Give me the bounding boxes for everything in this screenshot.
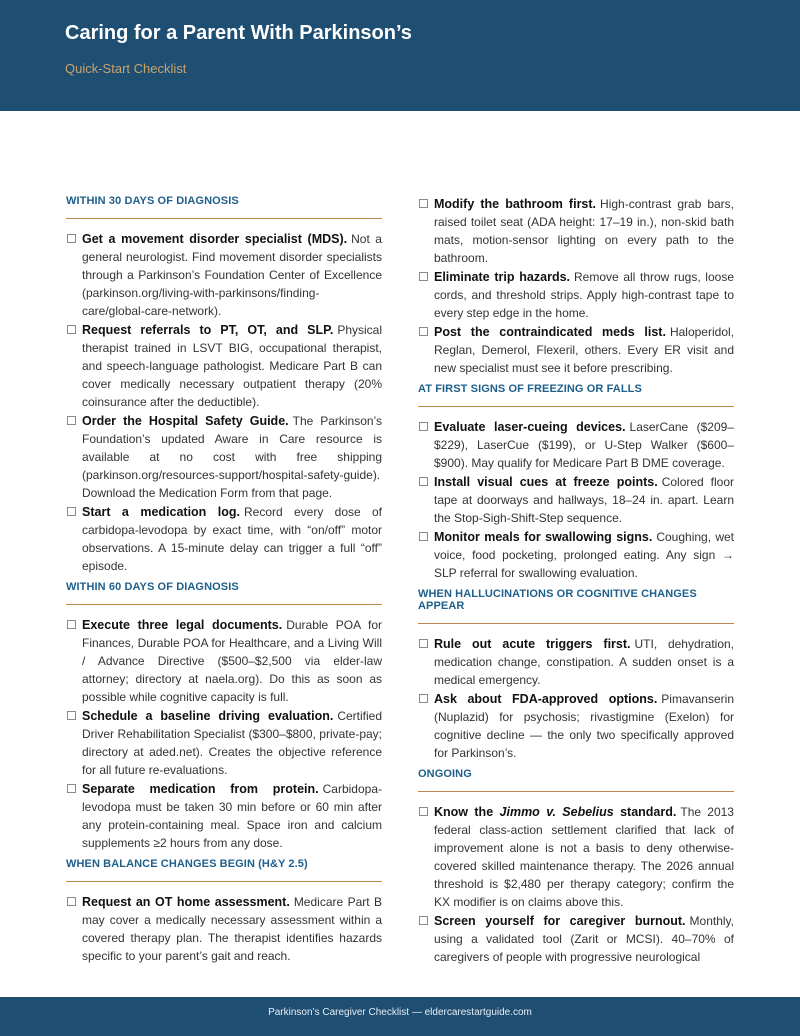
item-title-case-name: Jimmo v. Sebelius [499, 805, 614, 819]
footer-text: Parkinson’s Caregiver Checklist — eldercarestartguide.com [268, 1007, 532, 1018]
checklist-item[interactable] [418, 912, 734, 966]
item-title: Get a movement disorder specialist (MDS). [82, 232, 348, 246]
checklist-item[interactable] [66, 412, 382, 502]
header-banner [0, 0, 800, 111]
page-title: Caring for a Parent With Parkinson’s [65, 22, 412, 44]
item-body: UTI, dehydration, medication change, constipation. A sudden onset is a medical emergency. [434, 637, 734, 687]
checklist-item[interactable] [418, 803, 734, 911]
checklist-item[interactable] [418, 635, 734, 689]
checkbox-icon[interactable] [67, 711, 76, 720]
checkbox-icon[interactable] [419, 694, 428, 703]
item-title: Evaluate laser-cueing devices. [434, 420, 626, 434]
item-body: Not a general neurologist. Find movement disorder specialists through a Parkinson’s Foundation Center of Excellence (parkinson.org/living-with-parkinsons/finding-care/global-care-network). [82, 232, 382, 318]
item-body: Pimavanserin (Nuplazid) for psychosis; rivastigmine (Exelon) for cognitive decline — the only two specifically approved for Parkinson’s. [434, 692, 734, 760]
checkbox-icon[interactable] [67, 234, 76, 243]
checkbox-icon[interactable] [67, 897, 76, 906]
checkbox-icon[interactable] [419, 199, 428, 208]
right-column [418, 195, 734, 967]
item-body: Colored floor tape at doorways and hallways, 18–24 in. apart. Learn the Stop-Sigh-Shift-Step sequence. [434, 475, 734, 525]
item-title: Request referrals to PT, OT, and SLP. [82, 323, 334, 337]
checklist-item[interactable] [66, 780, 382, 852]
item-title-post: standard. [620, 805, 677, 819]
item-body: Record every dose of carbidopa-levodopa by exact time, with “on/off” motor observations. A 15-minute delay can trigger a full “off” episode. [82, 505, 382, 573]
checkbox-icon[interactable] [419, 639, 428, 648]
checkbox-icon[interactable] [67, 416, 76, 425]
item-title-pre: Know the [434, 805, 494, 819]
item-title: Schedule a baseline driving evaluation. [82, 709, 334, 723]
item-title: Start a medication log. [82, 505, 240, 519]
section-heading-30-days: WITHIN 30 DAYS OF DIAGNOSIS [66, 195, 382, 219]
item-title: Post the contraindicated meds list. [434, 325, 666, 339]
checklist-item[interactable] [418, 473, 734, 527]
checkbox-icon[interactable] [67, 507, 76, 516]
checklist-item[interactable] [66, 503, 382, 575]
checklist-item[interactable] [66, 616, 382, 706]
left-column [66, 195, 382, 966]
item-title: Screen yourself for caregiver burnout. [434, 914, 686, 928]
section-heading-ongoing: ONGOING [418, 768, 734, 792]
checkbox-icon[interactable] [419, 327, 428, 336]
item-title: Ask about FDA-approved options. [434, 692, 658, 706]
item-body: Carbidopa-levodopa must be taken 30 min before or 60 min after any protein-containing meal. Space iron and calcium supplements ≥2 hours from any dose. [82, 782, 382, 850]
section-heading-60-days: WITHIN 60 DAYS OF DIAGNOSIS [66, 581, 382, 605]
section-heading-hallucinations: WHEN HALLUCINATIONS OR COGNITIVE CHANGES APPEAR [418, 588, 734, 624]
item-body: Remove all throw rugs, loose cords, and threshold strips. Apply high-contrast tape to every step edge in the home. [434, 270, 734, 320]
item-body: Haloperidol, Reglan, Demerol, Flexeril, others. Every ER visit and new specialist must see it before prescribing. [434, 325, 734, 375]
item-body: Durable POA for Finances, Durable POA for Healthcare, and a Living Will / Advance Directive ($500–$2,500 via elder-law attorney; directory at naela.org). Do this as soon as possible while cognitive capacity is full. [82, 618, 383, 704]
checklist-item[interactable] [418, 690, 734, 762]
item-body: Coughing, wet voice, food pocketing, prolonged eating. Any sign → SLP referral for swallowing evaluation. [434, 530, 734, 580]
checklist-item[interactable] [418, 195, 734, 267]
section-heading-balance: WHEN BALANCE CHANGES BEGIN (H&Y 2.5) [66, 858, 382, 882]
checklist-item[interactable] [66, 230, 382, 320]
checklist-item[interactable] [66, 321, 382, 411]
checkbox-icon[interactable] [67, 784, 76, 793]
checkbox-icon[interactable] [419, 916, 428, 925]
item-title: Install visual cues at freeze points. [434, 475, 658, 489]
checkbox-icon[interactable] [67, 325, 76, 334]
checkbox-icon[interactable] [419, 807, 428, 816]
checklist-item[interactable] [66, 707, 382, 779]
item-body: Monthly, using a validated tool (Zarit or MCSI). 40–70% of caregivers of people with progressive neurological [434, 914, 734, 964]
footer-banner [0, 997, 800, 1036]
item-title: Execute three legal documents. [82, 618, 283, 632]
item-body: Certified Driver Rehabilitation Specialist ($300–$800, private-pay; directory at aded.net). Creates the objective reference for all future re-evaluations. [82, 709, 382, 777]
item-body: Physical therapist trained in LSVT BIG, occupational therapist, and speech-language pathologist. Medicare Part B can cover medically necessary outpatient therapy (20% coinsurance after the deductible). [82, 323, 382, 409]
item-title: Order the Hospital Safety Guide. [82, 414, 289, 428]
item-title: Modify the bathroom first. [434, 197, 597, 211]
checklist-item[interactable] [418, 268, 734, 322]
item-body: The 2013 federal class-action settlement clarified that lack of improvement alone is not a basis to deny otherwise-covered skilled maintenance therapy. The 2026 annual threshold is $2,480 per therapy category; confirm the KX modifier is on claims above this. [434, 805, 734, 909]
item-body: The Parkinson’s Foundation’s updated Aware in Care resource is available at no cost with free shipping (parkinson.org/resources-support/hospital-safety-guide). Download the Medication Form from that page. [82, 414, 383, 500]
item-title: Rule out acute triggers first. [434, 637, 631, 651]
item-body: High-contrast grab bars, raised toilet seat (ADA height: 17–19 in.), non-skid bath mats, motion-sensor lighting on every path to the bathroom. [434, 197, 734, 265]
item-body: Medicare Part B may cover a medically necessary assessment within a covered therapy plan. The therapist identifies hazards specific to your parent’s gait and reach. [82, 895, 382, 963]
checkbox-icon[interactable] [67, 620, 76, 629]
checkbox-icon[interactable] [419, 532, 428, 541]
section-heading-freezing: AT FIRST SIGNS OF FREEZING OR FALLS [418, 383, 734, 407]
checklist-item[interactable] [418, 418, 734, 472]
checklist-item[interactable] [418, 528, 734, 582]
checkbox-icon[interactable] [419, 422, 428, 431]
item-title: Separate medication from protein. [82, 782, 319, 796]
item-title [434, 805, 676, 819]
checklist-item[interactable] [66, 893, 382, 965]
checkbox-icon[interactable] [419, 477, 428, 486]
page-subtitle: Quick-Start Checklist [65, 61, 187, 76]
item-body: LaserCane ($209–$229), LaserCue ($199), or U-Step Walker ($600–$900). May qualify for Medicare Part B DME coverage. [434, 420, 735, 470]
checklist-item[interactable] [418, 323, 734, 377]
checkbox-icon[interactable] [419, 272, 428, 281]
item-title: Request an OT home assessment. [82, 895, 290, 909]
item-title: Eliminate trip hazards. [434, 270, 570, 284]
item-title: Monitor meals for swallowing signs. [434, 530, 653, 544]
